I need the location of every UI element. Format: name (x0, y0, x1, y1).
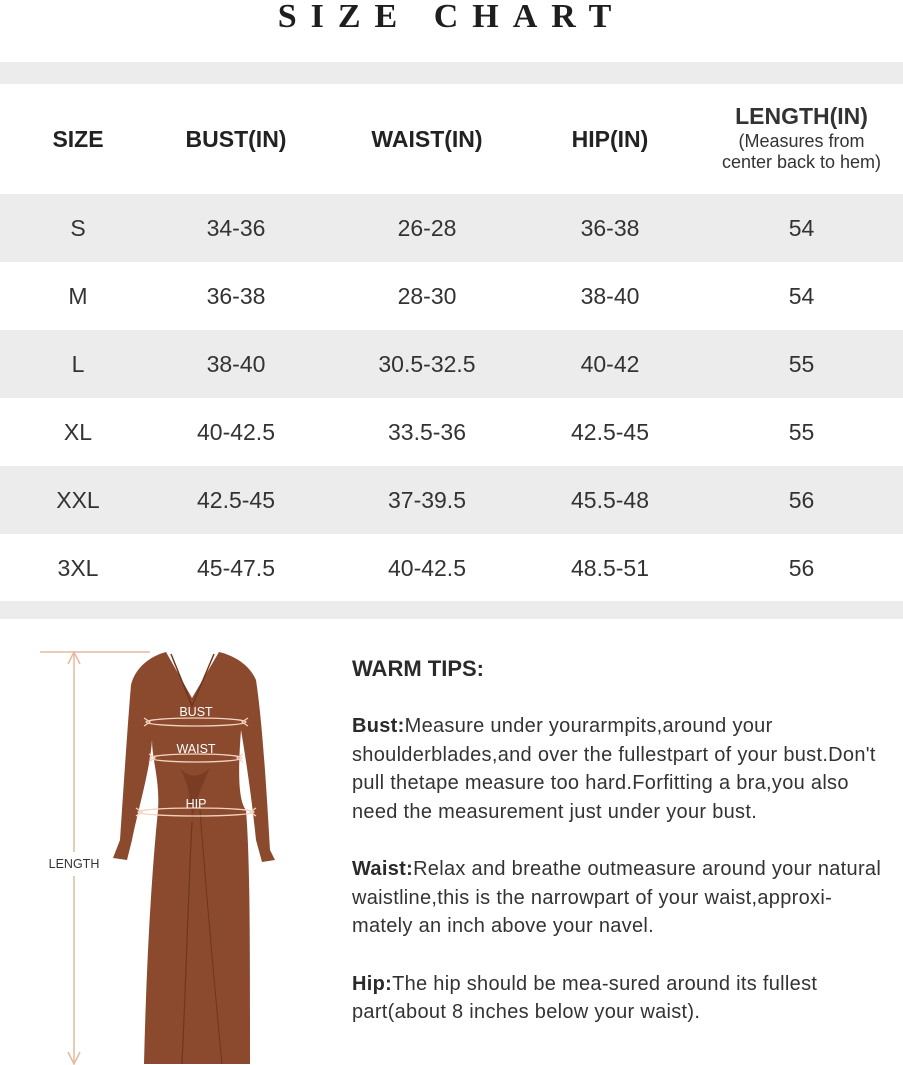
waist-tip-text: Relax and breathe outmeasure around your natural waistline,this is the narrowpart of your waist,approxi-mately an inch above your navel. (352, 858, 882, 937)
waist-cell: 40-42.5 (387, 554, 466, 581)
header-length-note-2: center back to hem) (721, 151, 882, 172)
table-row (0, 262, 903, 330)
bust-cell: 34-36 (206, 214, 266, 241)
table-top-band (0, 62, 903, 84)
table-header-row (0, 84, 903, 194)
header-bust: BUST(IN) (185, 125, 287, 152)
size-cell: L (71, 350, 85, 377)
size-cell: XXL (56, 486, 100, 513)
length-cell: 54 (788, 214, 815, 241)
table-bottom-band (0, 601, 903, 619)
waist-cell: 37-39.5 (387, 486, 466, 513)
bust-cell: 38-40 (206, 350, 266, 377)
bust-tip-label: Bust: (352, 715, 405, 737)
waist-tip-label: Waist: (352, 858, 414, 880)
length-cell: 55 (788, 350, 815, 377)
hip-cell: 40-42 (580, 350, 640, 377)
hip-cell: 38-40 (580, 282, 640, 309)
size-cell: S (70, 214, 86, 241)
bust-cell: 36-38 (206, 282, 266, 309)
hip-tip-text: The hip should be mea-sured around its fullest part(about 8 inches below your waist). (352, 972, 818, 1023)
length-cell: 56 (788, 486, 815, 513)
hip-cell: 36-38 (580, 214, 640, 241)
bust-cell: 45-47.5 (196, 554, 275, 581)
length-cell: 55 (788, 418, 815, 445)
waist-cell: 30.5-32.5 (378, 350, 476, 377)
length-cell: 56 (788, 554, 815, 581)
hip-tip (352, 970, 882, 1027)
table-row (0, 398, 903, 466)
table-row (0, 466, 903, 534)
hip-cell: 48.5-51 (570, 554, 649, 581)
hip-tip-label: Hip: (352, 972, 393, 995)
size-cell: XL (63, 418, 93, 445)
table-row (0, 330, 903, 398)
warm-tips-title: WARM TIPS: (352, 656, 484, 681)
waist-cell: 28-30 (397, 282, 457, 309)
size-cell: M (68, 282, 88, 309)
header-length-note-1: (Measures from (738, 130, 865, 151)
size-cell: 3XL (57, 554, 99, 581)
table-row (0, 534, 903, 602)
length-cell: 54 (788, 282, 815, 309)
waist-cell: 26-28 (397, 214, 457, 241)
bust-label: BUST (179, 705, 213, 719)
table-row (0, 194, 903, 262)
bust-cell: 40-42.5 (196, 418, 275, 445)
header-length-label: LENGTH(IN) (735, 102, 868, 129)
bust-tip (352, 712, 882, 826)
waist-cell: 33.5-36 (387, 418, 466, 445)
bust-cell: 42.5-45 (196, 486, 275, 513)
hip-label: HIP (185, 797, 207, 811)
waist-label: WAIST (176, 742, 216, 756)
length-label: LENGTH (48, 857, 100, 871)
header-size: SIZE (52, 125, 104, 152)
bust-tip-text: Measure under yourarmpits,around your shoulderblades,and over the fullestpart of your bust.Don't pull thetape measure too hard.Forfitting a bra,you also need the measurement just under your bust. (352, 715, 876, 823)
dress-measurement-figure (0, 640, 330, 1065)
hip-cell: 42.5-45 (570, 418, 649, 445)
hip-cell: 45.5-48 (570, 486, 649, 513)
header-length (700, 84, 903, 194)
page-title: SIZE CHART (277, 0, 626, 35)
header-waist: WAIST(IN) (371, 125, 483, 152)
waist-tip (352, 855, 882, 941)
header-hip: HIP(IN) (571, 125, 649, 152)
warm-tips (352, 656, 882, 1056)
